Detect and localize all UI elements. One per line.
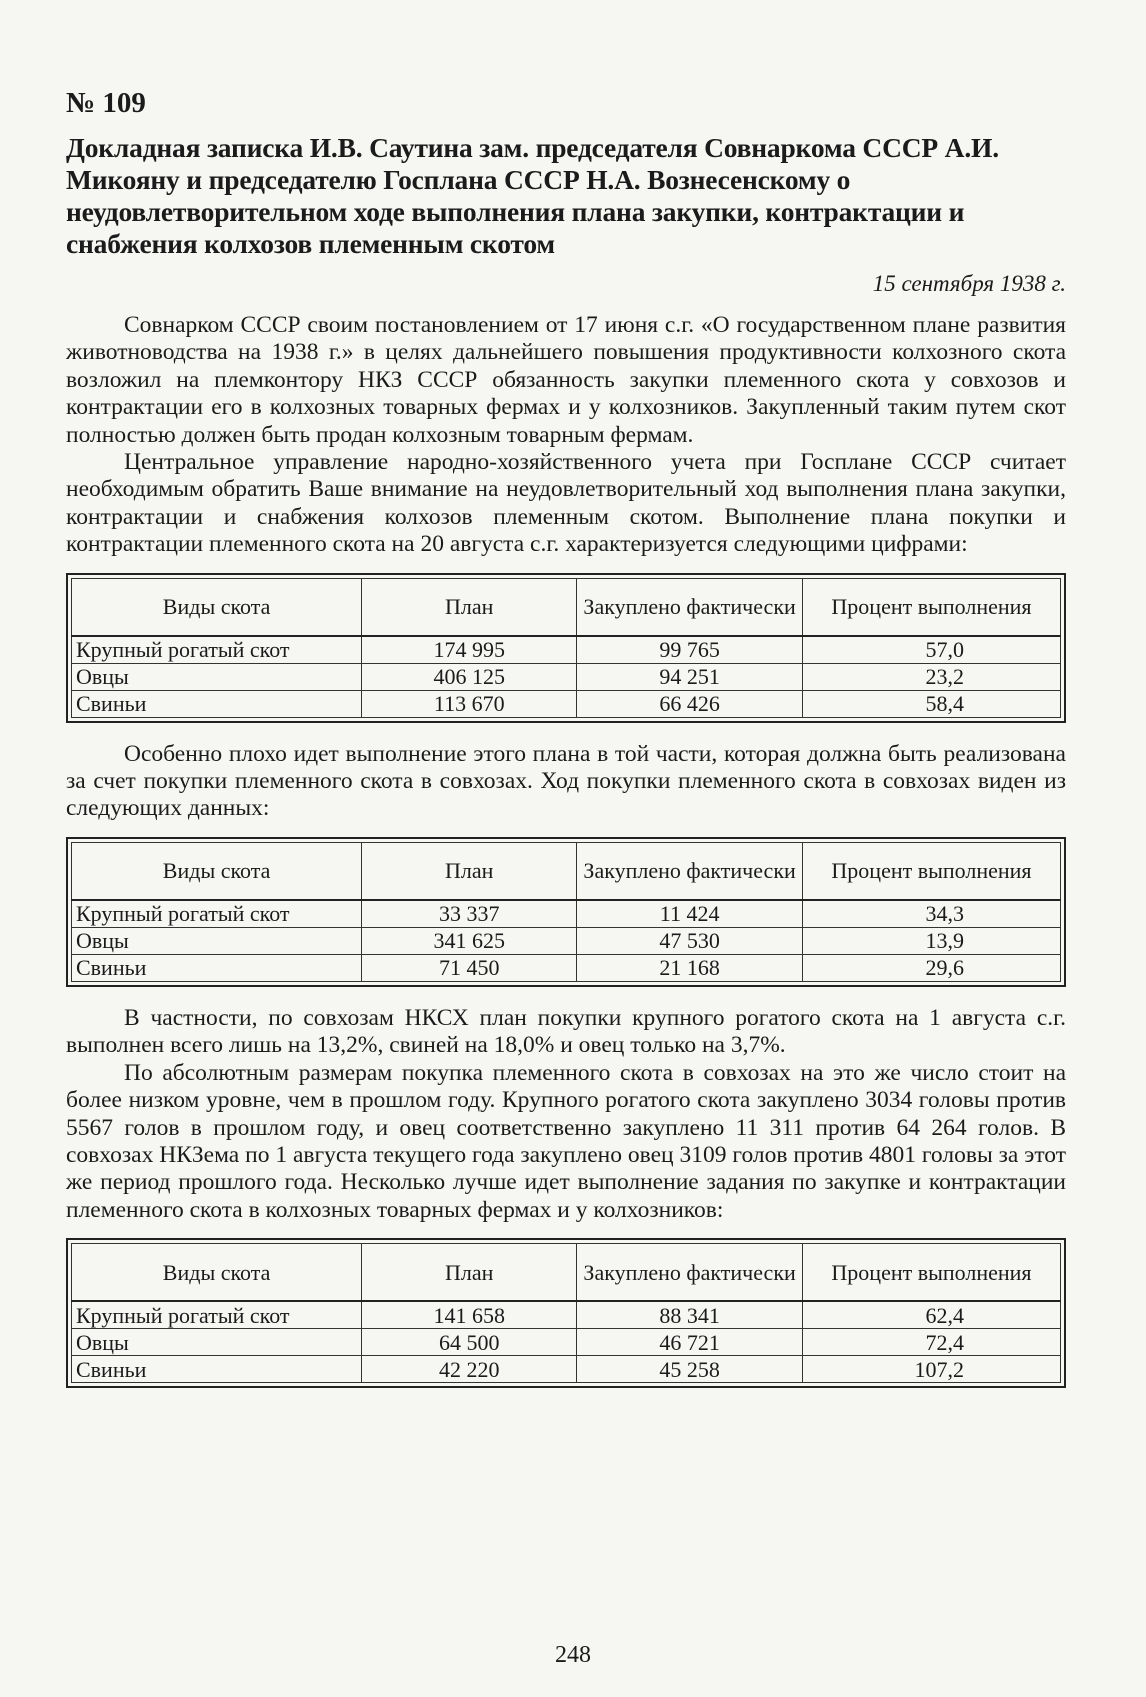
- page-number: 248: [555, 1642, 591, 1668]
- cell-percent: 34,3: [802, 900, 1060, 928]
- table-2: [66, 837, 1066, 987]
- cell-percent: 57,0: [802, 636, 1060, 664]
- table-row: [72, 1329, 1061, 1356]
- cell-kind: Крупный рогатый скот: [72, 900, 362, 928]
- header-plan: План: [362, 578, 577, 636]
- header-purchased: Закуплено фактически: [577, 1244, 803, 1302]
- paragraph-3: Особенно плохо идет выполнение этого плана в той части, которая должна быть реализована за счет покупки племенного скота в совхозах. Ход покупки племенного скота в совхозах виден из следующих данных:: [66, 740, 1066, 822]
- header-purchased: Закуплено фактически: [577, 578, 803, 636]
- header-kind: Виды скота: [72, 578, 362, 636]
- cell-percent: 62,4: [802, 1301, 1060, 1329]
- cell-purchased: 11 424: [577, 900, 803, 928]
- cell-kind: Крупный рогатый скот: [72, 636, 362, 664]
- document-number: № 109: [66, 87, 146, 119]
- table-header-row: [72, 1244, 1061, 1302]
- cell-kind: Свиньи: [72, 1356, 362, 1383]
- cell-purchased: 99 765: [577, 636, 803, 664]
- document-date: 15 сентября 1938 г.: [872, 271, 1066, 296]
- cell-kind: Овцы: [72, 663, 362, 690]
- table-row: [72, 927, 1061, 954]
- table-row: [72, 690, 1061, 717]
- cell-percent: 107,2: [802, 1356, 1060, 1383]
- header-purchased: Закуплено фактически: [577, 842, 803, 900]
- cell-percent: 58,4: [802, 690, 1060, 717]
- cell-percent: 13,9: [802, 927, 1060, 954]
- cell-kind: Овцы: [72, 1329, 362, 1356]
- cell-purchased: 88 341: [577, 1301, 803, 1329]
- cell-plan: 42 220: [362, 1356, 577, 1383]
- document-page: [66, 86, 1066, 1406]
- cell-purchased: 94 251: [577, 663, 803, 690]
- cell-purchased: 45 258: [577, 1356, 803, 1383]
- table-row: [72, 1356, 1061, 1383]
- paragraph-4: В частности, по совхозам НКСХ план покупки крупного рогатого скота на 1 августа с.г. выполнен всего лишь на 13,2%, свиней на 18,0% и овец только на 3,7%.: [66, 1004, 1066, 1059]
- paragraph-1: Совнарком СССР своим постановлением от 17 июня с.г. «О государственном плане развития животноводства на 1938 г.» в целях дальнейшего повышения продуктивности колхозного скота возложил на племконтору НКЗ СССР обязанность закупки племенного скота у совхозов и контрактации его в колхозных товарных фермах и у колхозников. Закупленный таким путем скот полностью должен быть продан колхозным товарным фермам.: [66, 312, 1066, 448]
- cell-plan: 71 450: [362, 954, 577, 981]
- header-kind: Виды скота: [72, 842, 362, 900]
- cell-plan: 341 625: [362, 927, 577, 954]
- paragraph-2: Центральное управление народно-хозяйственного учета при Госплане СССР считает необходимым обратить Ваше внимание на неудовлетворительный ход выполнения плана закупки, контрактации и снабжения колхозов племенным скотом. Выполнение плана покупки и контрактации племенного скота на 20 августа с.г. характеризуется следующими цифрами:: [66, 449, 1066, 558]
- document-title: Докладная записка И.В. Саутина зам. председателя Совнаркома СССР А.И. Микояну и председателю Госплана СССР Н.А. Вознесенскому о неудовлетворительном ходе выполнения плана закупки, контрактации и снабжения колхозов племенным скотом: [66, 132, 999, 259]
- cell-kind: Овцы: [72, 927, 362, 954]
- table-row: [72, 663, 1061, 690]
- cell-plan: 141 658: [362, 1301, 577, 1329]
- cell-plan: 406 125: [362, 663, 577, 690]
- cell-purchased: 47 530: [577, 927, 803, 954]
- cell-kind: Свиньи: [72, 690, 362, 717]
- header-kind: Виды скота: [72, 1244, 362, 1302]
- table-header-row: [72, 842, 1061, 900]
- table-3: [66, 1238, 1066, 1388]
- cell-percent: 23,2: [802, 663, 1060, 690]
- table-row: [72, 1301, 1061, 1329]
- table-1: [66, 573, 1066, 723]
- header-percent: Процент выполнения: [802, 578, 1060, 636]
- cell-kind: Свиньи: [72, 954, 362, 981]
- header-plan: План: [362, 1244, 577, 1302]
- cell-percent: 72,4: [802, 1329, 1060, 1356]
- header-plan: План: [362, 842, 577, 900]
- cell-purchased: 21 168: [577, 954, 803, 981]
- paragraph-5: По абсолютным размерам покупка племенного скота в совхозах на это же число стоит на более низком уровне, чем в прошлом году. Крупного рогатого скота закуплено 3034 головы против 5567 голов в прошлом году, и овец соответственно закуплено 11 311 против 64 264 голов. В совхозах НКЗема по 1 августа текущего года закуплено овец 3109 голов против 4801 головы за этот же период прошлого года. Несколько лучше идет выполнение задания по закупке и контрактации племенного скота в колхозных товарных фермах и у колхозников:: [66, 1059, 1066, 1223]
- cell-kind: Крупный рогатый скот: [72, 1301, 362, 1329]
- cell-percent: 29,6: [802, 954, 1060, 981]
- header-percent: Процент выполнения: [802, 1244, 1060, 1302]
- cell-purchased: 46 721: [577, 1329, 803, 1356]
- table-row: [72, 636, 1061, 664]
- cell-plan: 33 337: [362, 900, 577, 928]
- cell-purchased: 66 426: [577, 690, 803, 717]
- header-percent: Процент выполнения: [802, 842, 1060, 900]
- table-header-row: [72, 578, 1061, 636]
- cell-plan: 174 995: [362, 636, 577, 664]
- cell-plan: 64 500: [362, 1329, 577, 1356]
- cell-plan: 113 670: [362, 690, 577, 717]
- table-row: [72, 900, 1061, 928]
- table-row: [72, 954, 1061, 981]
